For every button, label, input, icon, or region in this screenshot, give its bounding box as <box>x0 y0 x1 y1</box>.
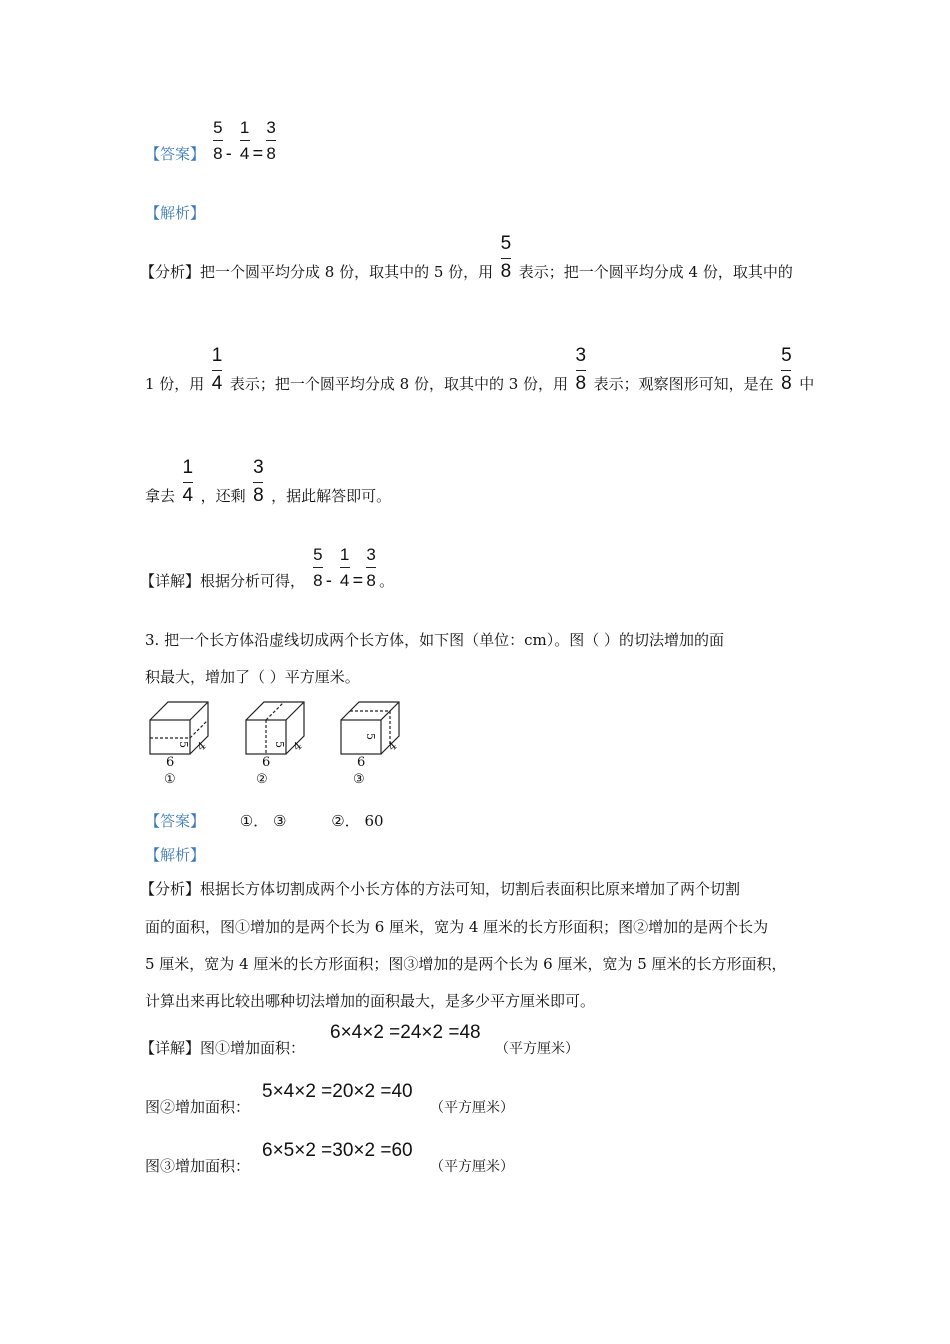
text: 根据长方体切割成两个小长方体的方法可知，切割后表面积比原来增加了两个切割 <box>200 880 741 898</box>
denominator: 4 <box>339 571 350 590</box>
denominator: 4 <box>211 373 223 394</box>
width-label: 6 <box>166 755 175 770</box>
text: 根据分析可得， <box>200 572 306 590</box>
numerator: 5 <box>500 233 512 254</box>
operator: - <box>325 570 332 590</box>
text: 图①增加面积： <box>200 1039 306 1057</box>
height-label: 5 <box>177 741 190 748</box>
numerator: 3 <box>253 457 264 478</box>
fraction <box>500 233 512 282</box>
q3-detail-line-1 <box>140 1038 305 1058</box>
fraction <box>211 345 223 394</box>
figure-number: ① <box>164 772 176 787</box>
fraction <box>339 545 351 591</box>
unit-2: （平方厘米） <box>430 1100 514 1116</box>
figure-number: ② <box>256 772 268 787</box>
height-label: 5 <box>273 741 286 748</box>
text: 表示；观察图形可知，是在 <box>593 375 774 393</box>
detail-label: 【详解】 <box>140 1039 201 1057</box>
cuboid-figure-3 <box>339 700 409 787</box>
width-label: 6 <box>357 755 366 770</box>
analysis-line-1 <box>140 233 793 282</box>
text: 1 份，用 <box>145 375 205 393</box>
equals: = <box>352 570 364 590</box>
denominator: 8 <box>500 261 512 282</box>
text: 拿去 <box>145 487 176 505</box>
text: ，还剩 <box>200 487 246 505</box>
answer-blank-2: ②． 60 <box>331 812 384 830</box>
q3-analysis-line-1 <box>140 879 740 899</box>
question-3-line-2: 积最大，增加了（ ）平方厘米。 <box>145 668 360 686</box>
fraction <box>265 118 277 164</box>
numerator: 3 <box>366 545 376 564</box>
fenxi-label: 【分析】 <box>140 880 201 898</box>
numerator: 5 <box>781 345 792 366</box>
fraction <box>239 118 251 164</box>
q3-analysis-line-4: 计算出来再比较出哪种切法增加的面积最大，是多少平方厘米即可。 <box>145 992 596 1010</box>
q3-analysis-line-3: 5 厘米，宽为 4 厘米的长方形面积；图③增加的是两个长为 6 厘米，宽为 5 厘米的长方形面积， <box>145 955 787 973</box>
text: 。 <box>379 572 395 590</box>
cuboid-figure-1 <box>148 700 218 787</box>
text: 中 <box>799 375 815 393</box>
equation-3: 6×5×2 =30×2 =60 <box>262 1140 413 1161</box>
q3-detail-line-2: 图②增加面积： <box>145 1098 251 1116</box>
depth-label: 4 <box>194 739 209 754</box>
denominator: 8 <box>313 571 323 590</box>
equals: = <box>252 143 264 163</box>
numerator: 3 <box>575 345 587 366</box>
detail-line <box>140 545 395 591</box>
numerator: 5 <box>313 545 323 564</box>
numerator: 1 <box>182 457 194 478</box>
answer-label: 【答案】 <box>145 812 206 830</box>
answer-line <box>145 118 279 164</box>
denominator: 8 <box>781 373 792 394</box>
answer-blank-1: ①． ③ <box>239 812 287 830</box>
numerator: 1 <box>211 345 223 366</box>
unit-1: （平方厘米） <box>495 1041 579 1057</box>
text: 把一个圆平均分成 8 份，取其中的 5 份，用 <box>200 263 494 281</box>
fraction <box>780 345 792 394</box>
q3-answer-line <box>145 811 384 831</box>
numerator: 1 <box>339 545 350 564</box>
fraction <box>252 457 264 506</box>
text: ，据此解答即可。 <box>271 487 392 505</box>
cuboid-figure-2 <box>244 700 314 787</box>
numerator: 3 <box>266 118 276 137</box>
denominator: 4 <box>239 144 250 163</box>
unit-3: （平方厘米） <box>430 1159 514 1175</box>
denominator: 8 <box>213 144 223 163</box>
operator: - <box>225 143 232 163</box>
answer-label: 【答案】 <box>145 145 206 163</box>
fraction <box>182 457 194 506</box>
depth-label: 4 <box>385 739 400 754</box>
q3-analysis-label: 【解析】 <box>145 846 206 864</box>
fraction <box>365 545 377 591</box>
analysis-label: 【解析】 <box>145 204 206 222</box>
figure-number: ③ <box>353 772 365 787</box>
depth-label: 4 <box>290 739 305 754</box>
height-label: 5 <box>364 733 377 740</box>
denominator: 8 <box>575 373 587 394</box>
q3-analysis-line-2: 面的面积，图①增加的是两个长为 6 厘米，宽为 4 厘米的长方形面积；图②增加的是两个长为 <box>145 918 769 936</box>
denominator: 8 <box>253 485 264 506</box>
fraction <box>212 118 224 164</box>
text: 表示；把一个圆平均分成 4 份，取其中的 <box>518 263 793 281</box>
denominator: 8 <box>366 571 376 590</box>
fenxi-label: 【分析】 <box>140 263 201 281</box>
fraction <box>575 345 587 394</box>
q3-detail-line-3: 图③增加面积： <box>145 1157 251 1175</box>
analysis-line-2 <box>145 345 815 394</box>
denominator: 4 <box>182 485 194 506</box>
numerator: 1 <box>239 118 250 137</box>
equation-2: 5×4×2 =20×2 =40 <box>262 1081 413 1102</box>
fraction <box>312 545 324 591</box>
equation-1: 6×4×2 =24×2 =48 <box>330 1022 481 1043</box>
denominator: 8 <box>266 144 276 163</box>
width-label: 6 <box>262 755 271 770</box>
question-3-line-1: 3. 把一个长方体沿虚线切成两个长方体，如下图（单位：cm）。图（ ）的切法增加的面 <box>145 631 724 649</box>
detail-label: 【详解】 <box>140 572 201 590</box>
analysis-line-3 <box>145 457 392 506</box>
numerator: 5 <box>213 118 223 137</box>
text: 表示；把一个圆平均分成 8 份，取其中的 3 份，用 <box>229 375 569 393</box>
